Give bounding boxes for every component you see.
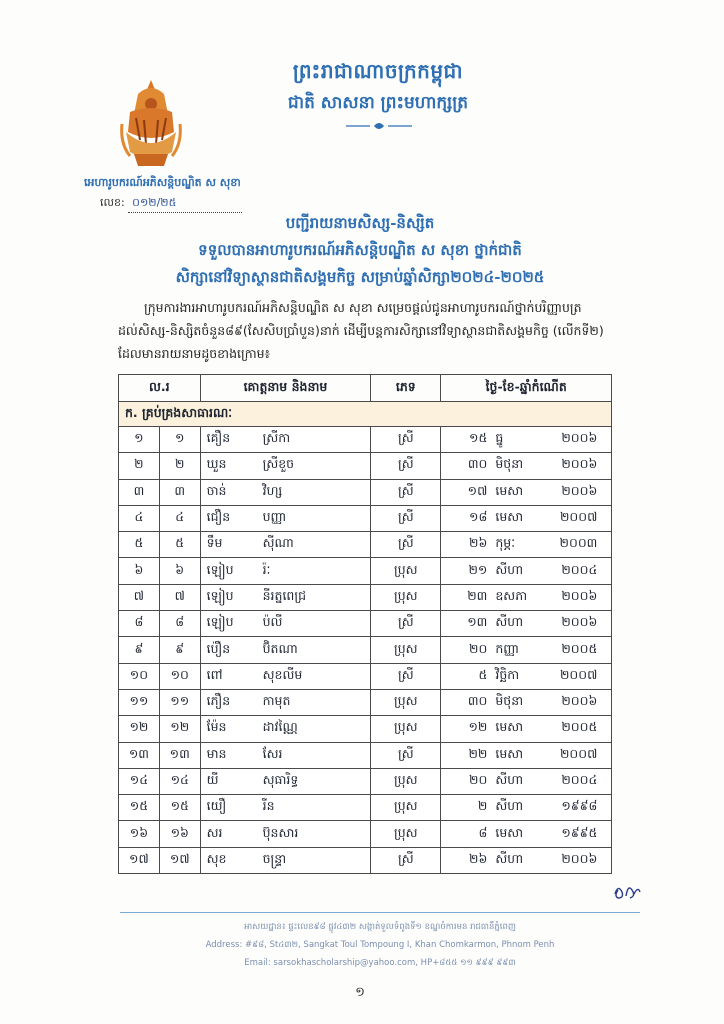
given-name: វិហ្ស [262,482,283,498]
row-index: ៨ [119,611,160,637]
family-name: ភឿន [206,693,231,709]
student-name [200,795,371,821]
student-name [200,479,371,505]
family-name: ពៅ [206,666,223,682]
row-section-index: ១១ [159,689,200,715]
student-name [200,821,371,847]
title-line-3: សិក្សានៅវិទ្យាស្ថានជាតិសង្គមកិច្ច សម្រាប់ឆ្នាំសិក្សា២០២៤-២០២៥ [175,268,545,286]
student-dob [441,795,612,821]
row-section-index: ១៥ [159,795,200,821]
table-row [119,427,612,453]
family-name: ឡៀប [206,561,234,577]
section-label: ក. គ្រប់គ្រងសាធារណៈ [119,402,612,427]
row-index: ៤ [119,505,160,531]
student-dob [441,716,612,742]
dob-year: ២០០៧ [559,745,598,761]
dob-month: កុម្ភៈ [495,535,516,551]
given-name: នីរត្នពេជ្រ [262,587,307,603]
given-name: ស៊ីណា [262,535,294,551]
reference-label: លេខ: [100,196,125,209]
dob-year: ២០០៧ [559,666,598,682]
student-sex: ប្រុស [371,716,441,742]
dob-month: វិច្ឆិកា [495,666,520,682]
footer-contact: Email: sarsokhascholarship@yahoo.com, HP+៨៥៥ ១១ ៩៩៩ ៩៩៣ [244,958,516,968]
dob-month: សីហា [495,772,524,787]
dob-day: ២៣ [467,587,488,603]
row-index: ១១ [119,689,160,715]
intro-paragraph [118,296,618,365]
footer-address-en: Address: #៩៨, St៤៣២, Sangkat Toul Tompoung I, Khan Chomkarmon, Phnom Penh [205,940,555,950]
given-name: រ៉ៈ [262,561,271,577]
intro-line-1: ក្រុមការងារអាហារូបករណ៍អភិសន្តិបណ្ឌិត ស សុខា សម្រេចផ្តល់ជូនអាហារូបករណ៍ថ្នាក់បរិញ្ញាបត្រ [144,300,582,315]
row-index: ១៥ [119,795,160,821]
dob-month: ឧសភា [495,587,528,603]
dob-day: ១២ [468,719,488,735]
page-number: ១ [355,985,365,1000]
row-index: ១ [119,427,160,453]
table-row [119,716,612,742]
row-section-index: ៨ [159,611,200,637]
row-section-index: ១៤ [159,768,200,794]
reference-value: ០១២/២៥ [128,196,242,213]
student-name [200,611,371,637]
table-row [119,584,612,610]
dob-day: ២០ [469,640,488,656]
dob-day: ២២ [468,745,488,761]
dob-day: ១៣ [467,614,488,630]
row-section-index: ៣ [159,479,200,505]
dob-day: ២១ [468,561,488,577]
emblem-logo [120,74,182,170]
family-name: គឿន [206,430,231,446]
family-name: មាន [206,745,227,761]
family-name: សរ [206,824,223,840]
row-section-index: ៦ [159,558,200,584]
row-section-index: ៥ [159,532,200,558]
table-row [119,689,612,715]
header-dob: ថ្ងៃ-ខែ-ឆ្នាំកំណើត [441,375,612,402]
student-dob [441,479,612,505]
row-section-index: ២ [159,453,200,479]
student-dob [441,558,612,584]
given-name: ចន្ទ្រា [262,850,287,866]
intro-line-2: ដល់សិស្ស-និស្សិតចំនួន៨៩(សែសិបប្រាំបួន)នាក់ ដើម្បីបន្តការសិក្សានៅវិទ្យាស្ថានជាតិសង្គមកិច្ច (លើកទី២) [118,323,604,338]
student-sex: ស្រី [371,505,441,531]
dob-year: ២០០៣ [559,535,598,551]
table-row [119,742,612,768]
table-row [119,558,612,584]
dob-year: ១៩៩៨ [561,798,598,814]
family-name: ឡៀប [206,587,234,603]
student-name [200,742,371,768]
dob-year: ២០០៦ [561,430,598,446]
row-section-index: ៩ [159,637,200,663]
header-sex: ភេទ [371,375,441,402]
student-sex: ស្រី [371,742,441,768]
dob-month: សីហា [495,850,524,866]
table-row [119,821,612,847]
dob-month: មេសា [495,719,524,735]
given-name: សុធារិទ្ធ [262,772,299,787]
footer-address-kh: អាសយដ្ឋាន៖ ផ្ទះលេខ៩៨ ផ្លូវ៤៣២ សង្កាត់ទួលទំពូងទី១ ខណ្ឌចំការមន រាជធានីភ្នំពេញ [244,922,516,932]
dob-month: សីហា [495,798,524,814]
dob-day: ៨ [478,824,488,840]
student-sex: ប្រុស [371,584,441,610]
dob-year: ២០០៦ [561,482,598,498]
dob-day: ៣០ [467,456,488,472]
student-dob [441,663,612,689]
dob-month: កញ្ញា [495,640,519,656]
student-name [200,427,371,453]
row-section-index: ៧ [159,584,200,610]
student-dob [441,742,612,768]
student-dob [441,505,612,531]
student-dob [441,689,612,715]
given-name: សុខលីម [262,666,303,682]
student-name [200,584,371,610]
dob-month: មេសា [495,745,524,761]
dob-day: ២៦ [469,535,488,551]
student-dob [441,821,612,847]
given-name: ប៊ិតណា [262,640,298,656]
dob-month: សីហា [495,614,524,630]
student-dob [441,532,612,558]
student-dob [441,637,612,663]
student-name [200,532,371,558]
student-sex: ស្រី [371,663,441,689]
given-name: ស្រីកា [262,430,291,446]
row-index: ៩ [119,637,160,663]
title-line-1: បញ្ជីរាយនាមសិស្ស-និស្សិត [285,214,435,232]
dob-month: មេសា [495,509,524,525]
family-name: យឿ [206,798,227,814]
dob-year: ២០០៦ [561,587,598,603]
national-motto: ជាតិ សាសនា ព្រះមហាក្សត្រ [287,93,469,113]
student-sex: ស្រី [371,532,441,558]
table-row [119,663,612,689]
student-sex: ស្រី [371,847,441,873]
row-index: ២ [119,453,160,479]
title-line-2: ទទួលបានអាហារូបករណ៍អភិសន្តិបណ្ឌិត ស សុខា ថ្នាក់ជាតិ [198,241,522,259]
student-dob [441,847,612,873]
document-title [100,210,620,291]
family-name: យី [206,772,219,787]
dob-year: ២០០៦ [561,456,598,472]
family-name: ប៉ឿន [206,640,231,656]
table-header-row [119,375,612,402]
student-name [200,768,371,794]
dob-year: ២០០៧ [559,509,598,525]
row-section-index: ១៣ [159,742,200,768]
student-name [200,689,371,715]
table-row [119,611,612,637]
student-dob [441,584,612,610]
dob-year: ២០០៤ [561,772,598,787]
family-name: ឡៀប [206,614,234,630]
dob-day: ២ [477,798,488,814]
student-table [118,374,612,874]
student-name [200,663,371,689]
dob-day: ៣០ [467,693,488,709]
row-section-index: ១២ [159,716,200,742]
given-name: បញ្ញា [262,509,287,525]
given-name: រីន [262,798,275,814]
row-section-index: ១ [159,427,200,453]
table-row [119,637,612,663]
table-row [119,768,612,794]
family-name: សុខ [206,850,227,866]
kingdom-title: ព្រះរាជាណាចក្រកម្ពុជា [292,59,464,83]
row-section-index: ១៦ [159,821,200,847]
given-name: ដាវណ្ណៃ [262,719,298,735]
dob-month: មិថុនា [495,456,524,472]
student-name [200,847,371,873]
student-dob [441,611,612,637]
row-index: ៧ [119,584,160,610]
given-name: កាមុត [262,693,291,709]
student-sex: ប្រុស [371,558,441,584]
given-name: ប៊ុនសារ [262,824,299,840]
student-sex: ស្រី [371,611,441,637]
student-name [200,453,371,479]
table-row [119,453,612,479]
student-sex: ស្រី [371,427,441,453]
dob-month: មេសា [495,482,524,498]
dob-year: ១៩៩៥ [561,824,598,840]
kingdom-header [268,58,488,117]
dob-month: សីហា [495,561,524,577]
table-row [119,795,612,821]
student-dob [441,768,612,794]
given-name: ស្រីខួច [262,456,295,472]
table-row [119,505,612,531]
dob-year: ២០០៥ [561,640,598,656]
row-section-index: ៤ [159,505,200,531]
family-name: ចាន់ [206,482,227,498]
dob-day: ១៨ [469,509,488,525]
given-name: ប៉លី [262,614,283,630]
student-name [200,716,371,742]
row-index: ១៣ [119,742,160,768]
student-name [200,505,371,531]
row-index: ១៤ [119,768,160,794]
footer-divider [120,912,640,913]
intro-line-3: ដែលមានរាយនាមដូចខាងក្រោម៖ [118,346,271,361]
student-sex: ស្រី [371,453,441,479]
table-row [119,532,612,558]
dob-day: ១៥ [469,430,488,446]
row-index: ១០ [119,663,160,689]
student-sex: ប្រុស [371,637,441,663]
footer [120,918,640,972]
dob-day: ១៧ [467,482,488,498]
family-name: ជឿន [206,509,231,525]
dob-year: ២០០៥ [561,719,598,735]
row-index: ១៧ [119,847,160,873]
row-section-index: ១០ [159,663,200,689]
given-name: សែរ [262,745,283,761]
dob-month: មិថុនា [495,693,524,709]
student-dob [441,427,612,453]
student-sex: ប្រុស [371,795,441,821]
family-name: ឃួន [206,456,227,472]
table-row [119,479,612,505]
table-row [119,847,612,873]
dob-day: ២០ [469,772,488,787]
row-section-index: ១៧ [159,847,200,873]
student-dob [441,453,612,479]
header-no: ល.រ [119,375,201,402]
section-row [119,402,612,427]
student-name [200,558,371,584]
divider-ornament [344,120,414,132]
student-sex: ស្រី [371,479,441,505]
row-index: ៣ [119,479,160,505]
family-name: ម៉ែន [206,719,227,735]
handwritten-initials [612,880,642,902]
student-name [200,637,371,663]
dob-month: ធ្នូ [495,430,504,446]
header-name: គោត្តនាម និងនាម [200,375,371,402]
student-sex: ប្រុស [371,768,441,794]
row-index: ១៦ [119,821,160,847]
dob-day: ២៦ [469,850,488,866]
row-index: ៦ [119,558,160,584]
dob-year: ២០០៦ [561,850,598,866]
dob-month: មេសា [495,824,524,840]
student-sex: ប្រុស [371,689,441,715]
organization-name: អេហារូបករណ៍អភិសន្តិបណ្ឌិត ស សុខា [84,176,241,189]
dob-day: ៥ [478,666,488,682]
dob-year: ២០០៤ [561,561,598,577]
family-name: ទឹម [206,535,223,551]
student-sex: ប្រុស [371,821,441,847]
dob-year: ២០០៦ [561,693,598,709]
row-index: ៥ [119,532,160,558]
row-index: ១២ [119,716,160,742]
dob-year: ២០០៦ [561,614,598,630]
